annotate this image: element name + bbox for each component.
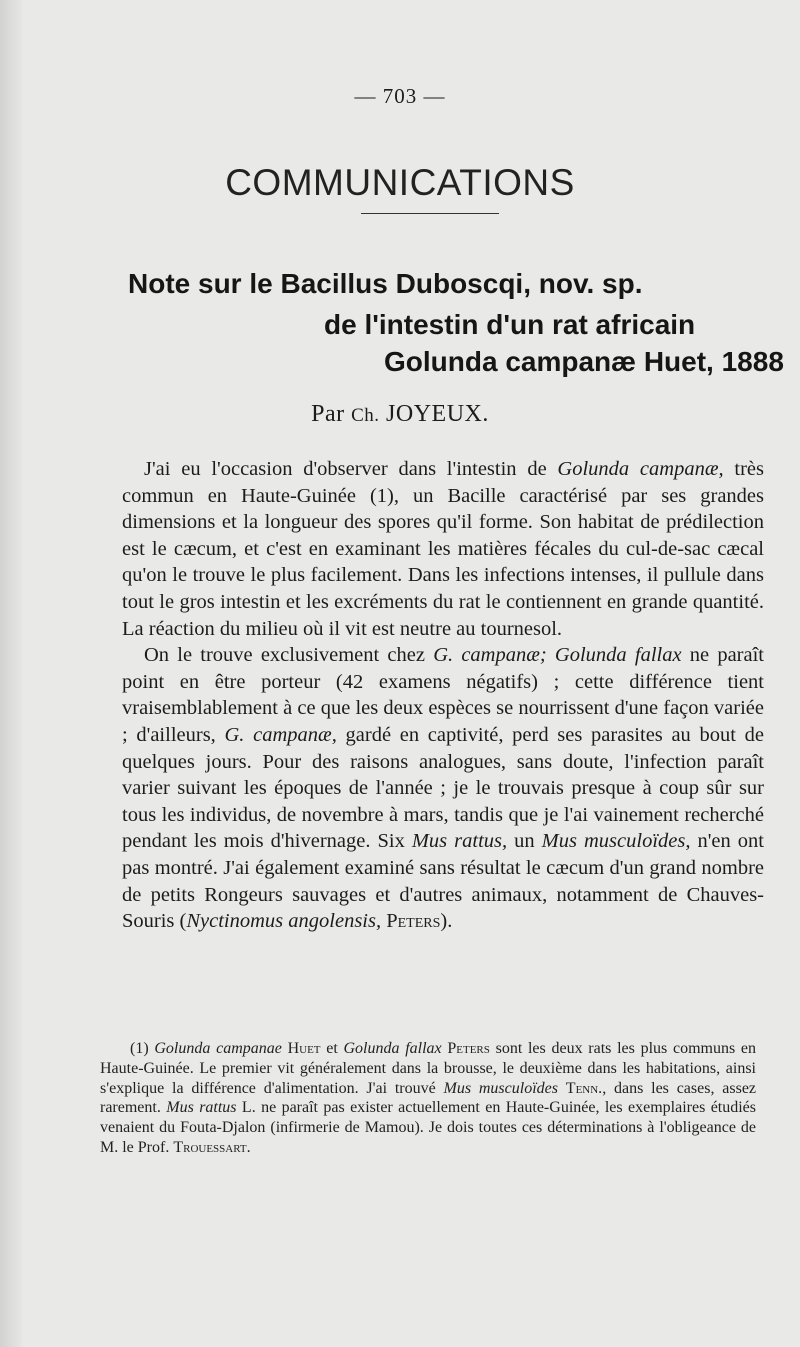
byline-prefix: Par: [311, 401, 345, 427]
species-name: G. campanæ,: [224, 723, 337, 746]
taxon-author: Huet: [287, 1040, 321, 1057]
text-run: et: [320, 1040, 344, 1057]
species-name: Mus musculoïdes: [443, 1079, 558, 1097]
taxon-author: Peters: [386, 910, 441, 933]
species-name: G. campanæ; Golunda fallax: [433, 644, 682, 667]
footnote-paragraph: [100, 1039, 756, 1158]
footnote: [100, 1039, 756, 1158]
article-title-line-1: Note sur le Bacillus Duboscqi, nov. sp.: [128, 268, 643, 299]
species-name: Nyctinomus angolensis,: [186, 910, 382, 933]
text-run: sont les deux rats les plus communs en Haute-Guinée. Le premier vit généralement dans la brousse, le deuxième dans les habitations, ainsi s'explique la différence d'alimentation. J'ai trouvé: [100, 1040, 757, 1097]
page-number: — 703 —: [354, 84, 446, 108]
text-run: gardé en captivité, perd ses parasites au bout de quelques jours. Pour des raisons analogues, sans doute, l'infection paraît varier suivant les époques de l'année ; je le trouvais presque à coup sûr sur tous les individus, de novembre à mars, tandis que je l'ai vainement recherché pendant les mois d'hivernage. Six: [122, 723, 764, 853]
text-run: On le trouve exclusivement chez: [144, 644, 434, 667]
text-run: L. ne paraît pas exister actuellement en Haute-Guinée, les exemplaires étudiés venaient du Fouta-Djalon (infirmerie de Mamou). Je dois toutes ces déterminations à l'obligeance de M. le Prof.: [100, 1099, 757, 1156]
footnote-marker: (1): [130, 1040, 155, 1057]
taxon-author: Peters: [447, 1040, 490, 1057]
text-run: , dans les cases, assez rarement.: [100, 1079, 757, 1117]
author-initial: Ch.: [351, 405, 380, 426]
article-title-line-3: Golunda campanæ Huet, 1888: [384, 346, 784, 377]
text-run: ne paraît point en être porteur (42 examens négatifs) ; cette différence tient vraisemblablement à ce que les deux espèces se nourrissent d'une façon variée ; d'ailleurs,: [122, 644, 764, 746]
text-run: très commun en Haute-Guinée (1), un Bacille caractérisé par ses grandes dimensions et la longueur des spores qu'il forme. Son habitat de prédilection est le cæcum, et c'est en examinant les matières fécales du cul-de-sac cæcal qu'on le trouve le plus facilement. Dans les infections intenses, il pullule dans tout le gros intestin et les excréments du rat le contiennent en grande quantité. La réaction du milieu où il vit est neutre au tournesol.: [122, 458, 764, 640]
section-heading: COMMUNICATIONS: [225, 162, 575, 203]
paragraph-2: [122, 642, 764, 935]
paragraph-1: [122, 456, 764, 642]
text-run: un: [507, 830, 542, 853]
heading-rule: [361, 213, 499, 214]
taxon-author: Tenn.: [565, 1079, 603, 1097]
byline: [0, 401, 800, 428]
text-run: ).: [440, 910, 453, 933]
species-name: Golunda campanæ,: [557, 458, 724, 480]
taxon-author: Trouessart.: [173, 1138, 251, 1156]
article-body: [122, 456, 764, 935]
text-run: J'ai eu l'occasion d'observer dans l'intestin de: [144, 458, 558, 480]
species-name: Mus rattus,: [411, 830, 508, 853]
text-run: n'en ont pas montré. J'ai également examiné sans résultat le cæcum d'un grand nombre de petits Rongeurs sauvages et d'autres animaux, notamment de Chauves-Souris (: [122, 830, 764, 933]
species-name: Mus rattus: [166, 1099, 237, 1117]
author-name: JOYEUX.: [386, 401, 489, 427]
species-name: Mus musculoïdes,: [541, 830, 691, 853]
species-name: Golunda campanae: [154, 1040, 282, 1057]
article-title-line-2: de l'intestin d'un rat africain: [324, 309, 696, 340]
species-name: Golunda fallax: [343, 1040, 442, 1057]
